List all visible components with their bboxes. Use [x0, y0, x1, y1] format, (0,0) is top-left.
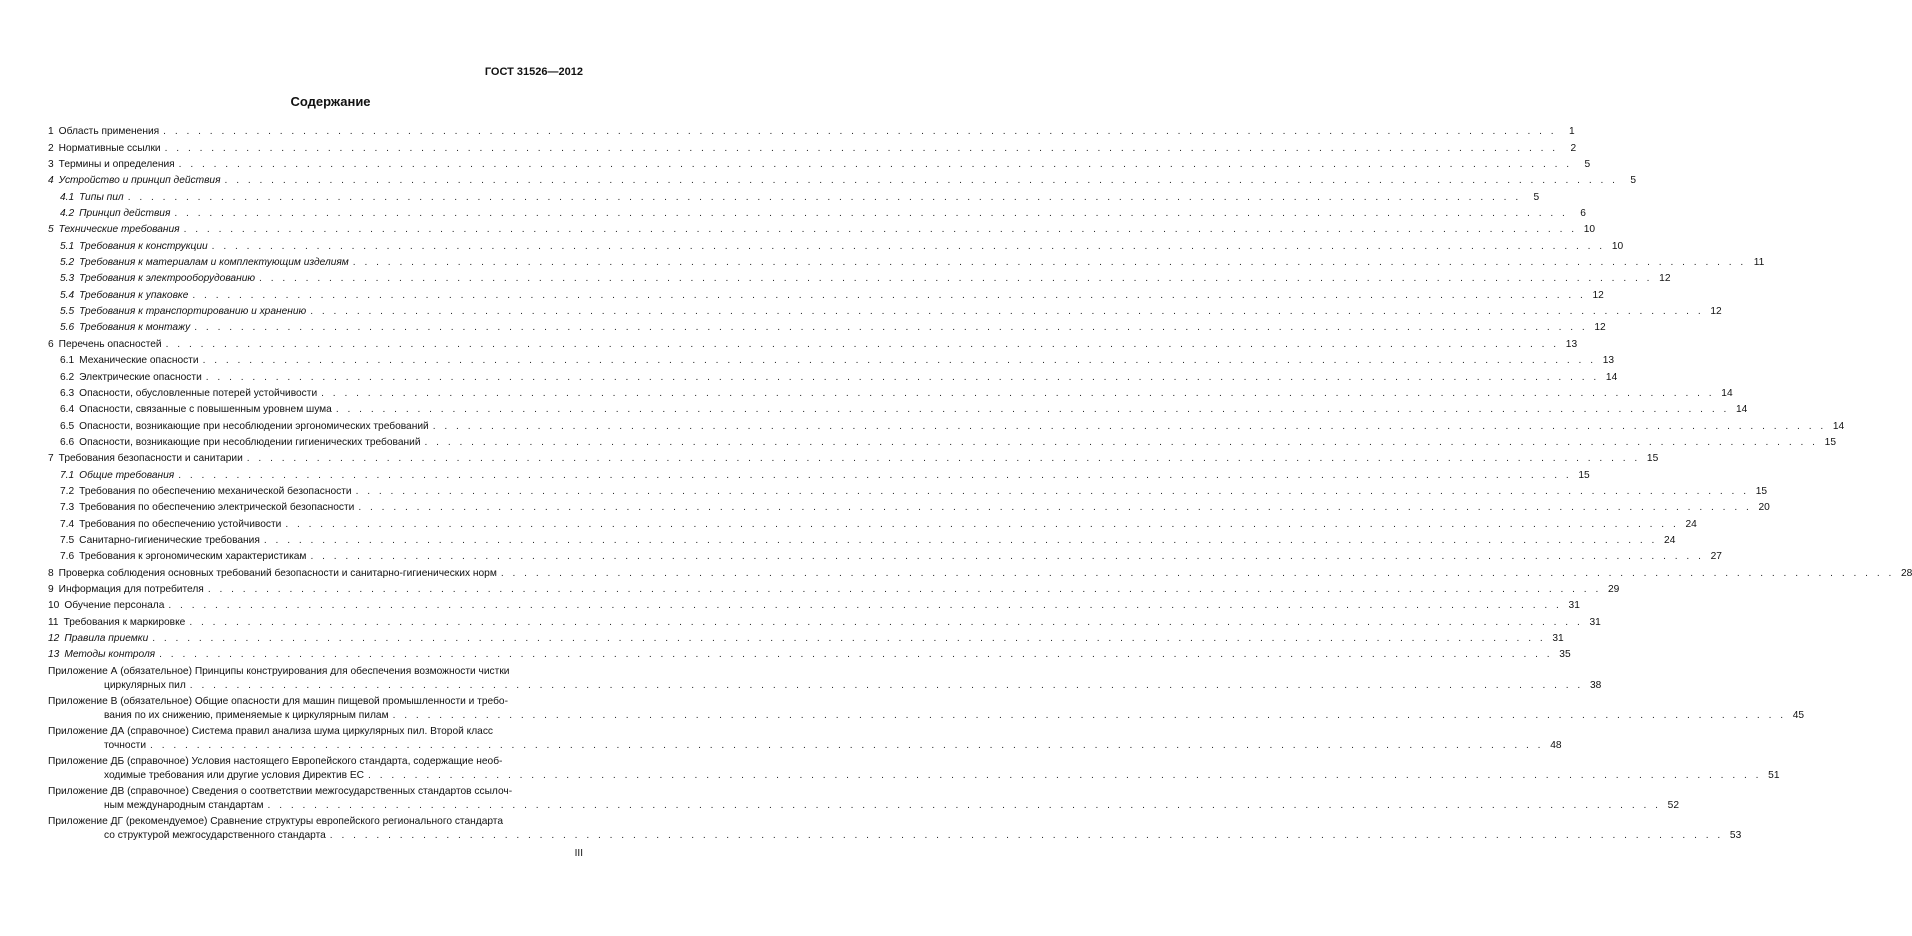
toc-entry-page: 11 [1753, 257, 1765, 269]
dot-leader: . . . . . . . . . . . . . . . . . . . . . . . . . . . . . . . . . . . . . . . . . . . . . . . . . . . . . . . . . . . . . . . . . . . . . . . . . . . . . . . . . . . . . . . . . . . . . . . . . . . . . . . . . . . . . . . . . . . . . . . . [355, 485, 1750, 497]
appendix-title: Приложение ДГ (рекомендуемое) Сравнение структуры европейского регионального стандарта [48, 816, 504, 828]
toc-entry-page: 14 [1605, 371, 1618, 383]
toc-entry-number: 13 [48, 649, 60, 661]
toc-entry-title: Требования безопасности и санитарии [58, 453, 243, 465]
dot-leader: . . . . . . . . . . . . . . . . . . . . . . . . . . . . . . . . . . . . . . . . . . . . . . . . . . . . . . . . . . . . . . . . . . . . . . . . . . . . . . . . . . . . . . . . . . . . . . . . . . . . . . . . . . . . . . . . . . . . . . . . [202, 355, 1597, 367]
toc-entry-number: 7.1 [60, 469, 75, 481]
dot-leader: . . . . . . . . . . . . . . . . . . . . . . . . . . . . . . . . . . . . . . . . . . . . . . . . . . . . . . . . . . . . . . . . . . . . . . . . . . . . . . . . . . . . . . . . . . . . . . . . . . . . . . . . . . . . . . . . . . . . . . . . [194, 322, 1588, 334]
toc-entry-number: 4.2 [60, 208, 75, 220]
toc-entry-page: 20 [1758, 502, 1770, 514]
dot-leader: . . . . . . . . . . . . . . . . . . . . . . . . . . . . . . . . . . . . . . . . . . . . . . . . . . . . . . . . . . . . . . . . . . . . . . . . . . . . . . . . . . . . . . . . . . . . . . . . . . . . . . . . . . . . . . . . . . . . . . . . [352, 257, 1747, 269]
dot-leader: . . . . . . . . . . . . . . . . . . . . . . . . . . . . . . . . . . . . . . . . . . . . . . . . . . . . . . . . . . . . . . . . . . . . . . . . . . . . . . . . . . . . . . . . . . . . . . . . . . . . . . . . . . . . . . . . . . . . . . . . [189, 680, 1584, 692]
dot-leader: . . . . . . . . . . . . . . . . . . . . . . . . . . . . . . . . . . . . . . . . . . . . . . . . . . . . . . . . . . . . . . . . . . . . . . . . . . . . . . . . . . . . . . . . . . . . . . . . . . . . . . . . . . . . . . . . . . . . . . . . [424, 436, 1818, 448]
toc-entry-number: 6.5 [60, 420, 75, 432]
toc-entry-title: Требования к монтажу [79, 322, 191, 334]
toc-entry-title: Требования по обеспечению устойчивости [79, 518, 282, 530]
dot-leader: . . . . . . . . . . . . . . . . . . . . . . . . . . . . . . . . . . . . . . . . . . . . . . . . . . . . . . . . . . . . . . . . . . . . . . . . . . . . . . . . . . . . . . . . . . . . . . . . . . . . . . . . . . . . . . . . . . . . . . . . [192, 289, 1586, 301]
toc-entry[interactable] [48, 367, 1618, 383]
appendix-title: Приложение ДВ (справочное) Сведения о соответствии межгосударственных стандартов ссылоч- [48, 786, 513, 798]
dot-leader: . . . . . . . . . . . . . . . . . . . . . . . . . . . . . . . . . . . . . . . . . . . . . . . . . . . . . . . . . . . . . . . . . . . . . . . . . . . . . . . . . . . . . . . . . . . . . . . . . . . . . . . . . . . . . . . . . . . . . . . . [164, 142, 1559, 154]
toc-entry-number: 6.6 [60, 436, 75, 448]
appendix-title-continued [48, 707, 1805, 722]
toc-entry[interactable] [48, 204, 1586, 220]
toc-entry-title: Правила приемки [64, 633, 149, 644]
toc-entry[interactable] [48, 416, 1845, 432]
toc-entry[interactable] [48, 138, 1577, 154]
dot-leader: . . . . . . . . . . . . . . . . . . . . . . . . . . . . . . . . . . . . . . . . . . . . . . . . . . . . . . . . . . . . . . . . . . . . . . . . . . . . . . . . . . . . . . . . . . . . . . . . . . . . . . . . . . . . . . . . . . . . . . . . [500, 567, 1895, 579]
toc-entry-page: 6 [1580, 208, 1586, 220]
appendix-page: 52 [1667, 800, 1680, 812]
dot-leader: . . . . . . . . . . . . . . . . . . . . . . . . . . . . . . . . . . . . . . . . . . . . . . . . . . . . . . . . . . . . . . . . . . . . . . . . . . . . . . . . . . . . . . . . . . . . . . . . . . . . . . . . . . . . . . . . . . . . . . . . [329, 830, 1724, 842]
toc-entry-number: 7 [48, 453, 54, 465]
toc-entry-number: 6.4 [60, 404, 75, 416]
appendix-page: 48 [1550, 740, 1562, 752]
toc-appendix-entry[interactable] [48, 781, 1680, 812]
dot-leader: . . . . . . . . . . . . . . . . . . . . . . . . . . . . . . . . . . . . . . . . . . . . . . . . . . . . . . . . . . . . . . . . . . . . . . . . . . . . . . . . . . . . . . . . . . . . . . . . . . . . . . . . . . . . . . . . . . . . . . . . [127, 191, 1522, 203]
toc-entry-page: 14 [1736, 404, 1748, 416]
toc-entry-page: 31 [1552, 633, 1564, 644]
toc-entry-number: 12 [48, 633, 60, 644]
toc-entry-title: Требования к конструкции [79, 240, 208, 252]
toc-entry-page: 12 [1710, 306, 1722, 318]
toc-entry-number: 1 [48, 126, 54, 138]
toc-entry[interactable] [48, 580, 1620, 596]
toc-entry-page: 14 [1721, 387, 1733, 399]
toc-entry-title: Перечень опасностей [58, 338, 162, 350]
toc-entry-title: Принцип действия [79, 208, 171, 220]
toc-entry[interactable] [48, 269, 1671, 285]
document-header: ГОСТ 31526—2012 [484, 66, 583, 78]
toc-entry[interactable] [48, 531, 1676, 547]
toc-entry-number: 5 [48, 224, 54, 236]
toc-entry-title: Требования к упаковке [79, 289, 189, 301]
toc-entry-title: Технические требования [58, 224, 180, 236]
toc-entry-number: 6.3 [60, 387, 75, 399]
toc-entry-title: Требования по обеспечению механической безопасности [79, 485, 352, 497]
toc-entry-title: Опасности, возникающие при несоблюдении гигиенических требований [79, 436, 421, 448]
appendix-title-tail: циркулярных пил [104, 680, 186, 692]
dot-leader: . . . . . . . . . . . . . . . . . . . . . . . . . . . . . . . . . . . . . . . . . . . . . . . . . . . . . . . . . . . . . . . . . . . . . . . . . . . . . . . . . . . . . . . . . . . . . . . . . . . . . . . . . . . . . . . . . . . . . . . . [174, 208, 1568, 220]
toc-entry-page: 15 [1578, 469, 1590, 481]
toc-entry-page: 24 [1664, 534, 1676, 546]
dot-leader: . . . . . . . . . . . . . . . . . . . . . . . . . . . . . . . . . . . . . . . . . . . . . . . . . . . . . . . . . . . . . . . . . . . . . . . . . . . . . . . . . . . . . . . . . . . . . . . . . . . . . . . . . . . . . . . . . . . . . . . . [159, 649, 1553, 661]
toc-entry-page: 29 [1607, 583, 1620, 595]
toc-entry[interactable] [48, 285, 1604, 301]
toc-entry-page: 15 [1824, 436, 1836, 448]
toc-entry-title: Электрические опасности [79, 371, 202, 383]
appendix-page: 53 [1729, 830, 1742, 842]
dot-leader: . . . . . . . . . . . . . . . . . . . . . . . . . . . . . . . . . . . . . . . . . . . . . . . . . . . . . . . . . . . . . . . . . . . . . . . . . . . . . . . . . . . . . . . . . . . . . . . . . . . . . . . . . . . . . . . . . . . . . . . . [246, 453, 1641, 465]
toc-entry-number: 7.5 [60, 534, 75, 546]
toc-entry[interactable] [48, 122, 1575, 138]
dot-leader: . . . . . . . . . . . . . . . . . . . . . . . . . . . . . . . . . . . . . . . . . . . . . . . . . . . . . . . . . . . . . . . . . . . . . . . . . . . . . . . . . . . . . . . . . . . . . . . . . . . . . . . . . . . . . . . . . . . . . . . . [310, 551, 1704, 563]
toc-entry[interactable] [48, 302, 1722, 318]
toc-entry[interactable] [48, 596, 1580, 612]
toc-entry[interactable] [48, 612, 1601, 628]
toc-entry[interactable] [48, 187, 1540, 203]
toc-entry[interactable] [48, 449, 1659, 465]
dot-leader: . . . . . . . . . . . . . . . . . . . . . . . . . . . . . . . . . . . . . . . . . . . . . . . . . . . . . . . . . . . . . . . . . . . . . . . . . . . . . . . . . . . . . . . . . . . . . . . . . . . . . . . . . . . . . . . . . . . . . . . . [152, 633, 1546, 644]
toc-entry-number: 10 [48, 600, 60, 612]
toc-entry-number: 7.6 [60, 551, 75, 563]
appendix-title-tail: ным международным стандартам [104, 800, 264, 812]
dot-leader: . . . . . . . . . . . . . . . . . . . . . . . . . . . . . . . . . . . . . . . . . . . . . . . . . . . . . . . . . . . . . . . . . . . . . . . . . . . . . . . . . . . . . . . . . . . . . . . . . . . . . . . . . . . . . . . . . . . . . . . . [310, 306, 1704, 318]
toc-entry-page: 10 [1583, 224, 1596, 236]
dot-leader: . . . . . . . . . . . . . . . . . . . . . . . . . . . . . . . . . . . . . . . . . . . . . . . . . . . . . . . . . . . . . . . . . . . . . . . . . . . . . . . . . . . . . . . . . . . . . . . . . . . . . . . . . . . . . . . . . . . . . . . . [211, 240, 1606, 252]
toc-entry-page: 28 [1900, 567, 1912, 579]
toc-entry-page: 2 [1570, 142, 1577, 154]
toc-entry-page: 10 [1611, 240, 1624, 252]
toc-entry-number: 5.1 [60, 240, 75, 252]
toc-entry-number: 8 [48, 567, 54, 579]
toc-entry[interactable] [48, 547, 1722, 563]
toc-entry-page: 24 [1685, 518, 1697, 530]
toc-appendix-entry[interactable] [48, 661, 1602, 692]
appendix-title-tail: ходимые требования или другие условия Директив ЕС [104, 770, 365, 782]
dot-leader: . . . . . . . . . . . . . . . . . . . . . . . . . . . . . . . . . . . . . . . . . . . . . . . . . . . . . . . . . . . . . . . . . . . . . . . . . . . . . . . . . . . . . . . . . . . . . . . . . . . . . . . . . . . . . . . . . . . . . . . . [183, 224, 1578, 236]
toc-appendix-entry[interactable] [48, 691, 1805, 722]
toc-entry[interactable] [48, 482, 1768, 498]
toc-entry-title: Санитарно-гигиенические требования [79, 534, 260, 546]
dot-leader: . . . . . . . . . . . . . . . . . . . . . . . . . . . . . . . . . . . . . . . . . . . . . . . . . . . . . . . . . . . . . . . . . . . . . . . . . . . . . . . . . . . . . . . . . . . . . . . . . . . . . . . . . . . . . . . . . . . . . . . . [358, 502, 1752, 514]
toc-entry[interactable] [48, 465, 1590, 481]
toc-entry-title: Обучение персонала [64, 600, 165, 612]
page-number: III [574, 848, 583, 859]
toc-entry-number: 7.4 [60, 518, 75, 530]
toc-entry-number: 4 [48, 175, 54, 187]
toc-entry-page: 1 [1568, 126, 1575, 138]
toc-entry-title: Требования по обеспечению электрической безопасности [79, 502, 355, 514]
dot-leader: . . . . . . . . . . . . . . . . . . . . . . . . . . . . . . . . . . . . . . . . . . . . . . . . . . . . . . . . . . . . . . . . . . . . . . . . . . . . . . . . . . . . . . . . . . . . . . . . . . . . . . . . . . . . . . . . . . . . . . . . [207, 583, 1602, 595]
appendix-title-continued [48, 677, 1602, 692]
toc-entry-page: 12 [1659, 273, 1671, 285]
appendix-title-continued [48, 797, 1680, 812]
appendix-title: Приложение В (обязательное) Общие опасности для машин пищевой промышленности и требо- [48, 696, 508, 708]
page-title: Содержание [290, 94, 371, 109]
toc-entry-page: 31 [1589, 616, 1601, 628]
appendix-page: 38 [1589, 680, 1602, 692]
toc-entry[interactable] [48, 155, 1591, 171]
toc-entry-number: 5.5 [60, 306, 75, 318]
toc-entry-page: 13 [1602, 355, 1615, 367]
dot-leader: . . . . . . . . . . . . . . . . . . . . . . . . . . . . . . . . . . . . . . . . . . . . . . . . . . . . . . . . . . . . . . . . . . . . . . . . . . . . . . . . . . . . . . . . . . . . . . . . . . . . . . . . . . . . . . . . . . . . . . . . [224, 175, 1619, 187]
dot-leader: . . . . . . . . . . . . . . . . . . . . . . . . . . . . . . . . . . . . . . . . . . . . . . . . . . . . . . . . . . . . . . . . . . . . . . . . . . . . . . . . . . . . . . . . . . . . . . . . . . . . . . . . . . . . . . . . . . . . . . . . [335, 404, 1730, 416]
toc-entry-title: Нормативные ссылки [58, 142, 161, 154]
toc-entry-title: Требования к эргономическим характеристикам [79, 551, 307, 563]
toc-entry[interactable] [48, 253, 1765, 269]
toc-appendix-entry[interactable] [48, 751, 1780, 782]
toc-entry[interactable] [48, 236, 1624, 252]
toc-entry-number: 2 [48, 142, 54, 154]
dot-leader: . . . . . . . . . . . . . . . . . . . . . . . . . . . . . . . . . . . . . . . . . . . . . . . . . . . . . . . . . . . . . . . . . . . . . . . . . . . . . . . . . . . . . . . . . . . . . . . . . . . . . . . . . . . . . . . . . . . . . . . . [368, 770, 1762, 782]
toc-entry-number: 6 [48, 338, 54, 350]
appendix-title-continued [48, 827, 1742, 842]
appendix-title-continued [48, 737, 1562, 752]
toc-entry-page: 27 [1710, 551, 1722, 563]
toc-entry-page: 31 [1568, 600, 1580, 612]
appendix-title-tail: точности [104, 740, 147, 752]
toc-entry-title: Общие требования [79, 469, 175, 481]
dot-leader: . . . . . . . . . . . . . . . . . . . . . . . . . . . . . . . . . . . . . . . . . . . . . . . . . . . . . . . . . . . . . . . . . . . . . . . . . . . . . . . . . . . . . . . . . . . . . . . . . . . . . . . . . . . . . . . . . . . . . . . . [432, 420, 1827, 432]
table-of-contents [48, 122, 1912, 842]
toc-appendix-entry[interactable] [48, 721, 1562, 752]
toc-entry[interactable] [48, 318, 1606, 334]
dot-leader: . . . . . . . . . . . . . . . . . . . . . . . . . . . . . . . . . . . . . . . . . . . . . . . . . . . . . . . . . . . . . . . . . . . . . . . . . . . . . . . . . . . . . . . . . . . . . . . . . . . . . . . . . . . . . . . . . . . . . . . . [259, 273, 1653, 285]
toc-entry[interactable] [48, 384, 1733, 400]
toc-entry-number: 5.3 [60, 273, 75, 285]
toc-entry-page: 5 [1533, 191, 1540, 203]
appendix-title-tail: со структурой межгосударственного стандарта [104, 830, 326, 842]
dot-leader: . . . . . . . . . . . . . . . . . . . . . . . . . . . . . . . . . . . . . . . . . . . . . . . . . . . . . . . . . . . . . . . . . . . . . . . . . . . . . . . . . . . . . . . . . . . . . . . . . . . . . . . . . . . . . . . . . . . . . . . . [189, 616, 1583, 628]
toc-entry-number: 6.1 [60, 355, 75, 367]
toc-entry[interactable] [48, 433, 1836, 449]
toc-entry[interactable] [48, 400, 1748, 416]
toc-entry[interactable] [48, 498, 1770, 514]
toc-entry-title: Опасности, связанные с повышенным уровнем шума [79, 404, 332, 416]
dot-leader: . . . . . . . . . . . . . . . . . . . . . . . . . . . . . . . . . . . . . . . . . . . . . . . . . . . . . . . . . . . . . . . . . . . . . . . . . . . . . . . . . . . . . . . . . . . . . . . . . . . . . . . . . . . . . . . . . . . . . . . . [168, 600, 1562, 612]
toc-appendix-entry[interactable] [48, 811, 1742, 842]
appendix-page: 45 [1792, 710, 1805, 722]
toc-entry-number: 5.6 [60, 322, 75, 334]
toc-entry-page: 5 [1630, 175, 1637, 187]
toc-entry-title: Требования к транспортированию и хранению [79, 306, 307, 318]
dot-leader: . . . . . . . . . . . . . . . . . . . . . . . . . . . . . . . . . . . . . . . . . . . . . . . . . . . . . . . . . . . . . . . . . . . . . . . . . . . . . . . . . . . . . . . . . . . . . . . . . . . . . . . . . . . . . . . . . . . . . . . . [285, 518, 1679, 530]
toc-entry-title: Механические опасности [79, 355, 199, 367]
toc-entry-page: 15 [1755, 485, 1768, 497]
toc-entry-title: Проверка соблюдения основных требований безопасности и санитарно-гигиенических норм [58, 567, 497, 579]
toc-entry-title: Опасности, возникающие при несоблюдении эргономических требований [79, 420, 429, 432]
toc-entry[interactable] [48, 629, 1564, 645]
appendix-title: Приложение А (обязательное) Принципы конструирования для обеспечения возможности чистки [48, 666, 510, 678]
toc-entry-title: Область применения [58, 126, 160, 138]
toc-entry-number: 5.2 [60, 257, 75, 269]
toc-entry[interactable] [48, 171, 1637, 187]
toc-entry-title: Устройство и принцип действия [58, 175, 221, 187]
toc-entry-number: 4.1 [60, 191, 75, 203]
toc-entry-title: Требования к электрооборудованию [79, 273, 256, 285]
dot-leader: . . . . . . . . . . . . . . . . . . . . . . . . . . . . . . . . . . . . . . . . . . . . . . . . . . . . . . . . . . . . . . . . . . . . . . . . . . . . . . . . . . . . . . . . . . . . . . . . . . . . . . . . . . . . . . . . . . . . . . . . [263, 534, 1658, 546]
toc-entry-number: 3 [48, 159, 54, 171]
dot-leader: . . . . . . . . . . . . . . . . . . . . . . . . . . . . . . . . . . . . . . . . . . . . . . . . . . . . . . . . . . . . . . . . . . . . . . . . . . . . . . . . . . . . . . . . . . . . . . . . . . . . . . . . . . . . . . . . . . . . . . . . [165, 338, 1560, 350]
toc-entry-page: 13 [1565, 338, 1578, 350]
dot-leader: . . . . . . . . . . . . . . . . . . . . . . . . . . . . . . . . . . . . . . . . . . . . . . . . . . . . . . . . . . . . . . . . . . . . . . . . . . . . . . . . . . . . . . . . . . . . . . . . . . . . . . . . . . . . . . . . . . . . . . . . [163, 126, 1557, 138]
toc-entry-title: Типы пил [79, 191, 124, 203]
toc-entry-number: 9 [48, 583, 54, 595]
dot-leader: . . . . . . . . . . . . . . . . . . . . . . . . . . . . . . . . . . . . . . . . . . . . . . . . . . . . . . . . . . . . . . . . . . . . . . . . . . . . . . . . . . . . . . . . . . . . . . . . . . . . . . . . . . . . . . . . . . . . . . . . [178, 469, 1572, 481]
toc-entry-number: 6.2 [60, 371, 75, 383]
appendix-title-tail: вания по их снижению, применяемые к циркулярным пилам [104, 710, 389, 722]
toc-entry[interactable] [48, 351, 1615, 367]
toc-entry[interactable] [48, 220, 1596, 236]
appendix-title: Приложение ДБ (справочное) Условия настоящего Европейского стандарта, содержащие необ- [48, 756, 503, 768]
toc-entry-number: 5.4 [60, 289, 75, 301]
toc-entry-page: 15 [1646, 453, 1659, 465]
toc-entry-page: 12 [1592, 289, 1604, 301]
toc-entry-number: 7.2 [60, 485, 75, 497]
toc-entry-page: 5 [1584, 159, 1591, 171]
toc-entry-page: 12 [1594, 322, 1606, 334]
toc-entry[interactable] [48, 645, 1571, 661]
toc-entry-page: 14 [1832, 420, 1845, 432]
toc-entry-title: Термины и определения [58, 159, 175, 171]
toc-entry-page: 35 [1559, 649, 1571, 661]
toc-entry-number: 11 [48, 616, 59, 628]
toc-entry-number: 7.3 [60, 502, 75, 514]
dot-leader: . . . . . . . . . . . . . . . . . . . . . . . . . . . . . . . . . . . . . . . . . . . . . . . . . . . . . . . . . . . . . . . . . . . . . . . . . . . . . . . . . . . . . . . . . . . . . . . . . . . . . . . . . . . . . . . . . . . . . . . . [178, 159, 1573, 171]
appendix-page: 51 [1768, 770, 1780, 782]
toc-entry-title: Требования к маркировке [63, 616, 186, 628]
dot-leader: . . . . . . . . . . . . . . . . . . . . . . . . . . . . . . . . . . . . . . . . . . . . . . . . . . . . . . . . . . . . . . . . . . . . . . . . . . . . . . . . . . . . . . . . . . . . . . . . . . . . . . . . . . . . . . . . . . . . . . . . [267, 800, 1662, 812]
dot-leader: . . . . . . . . . . . . . . . . . . . . . . . . . . . . . . . . . . . . . . . . . . . . . . . . . . . . . . . . . . . . . . . . . . . . . . . . . . . . . . . . . . . . . . . . . . . . . . . . . . . . . . . . . . . . . . . . . . . . . . . . [392, 710, 1787, 722]
dot-leader: . . . . . . . . . . . . . . . . . . . . . . . . . . . . . . . . . . . . . . . . . . . . . . . . . . . . . . . . . . . . . . . . . . . . . . . . . . . . . . . . . . . . . . . . . . . . . . . . . . . . . . . . . . . . . . . . . . . . . . . . [321, 387, 1715, 399]
toc-entry[interactable] [48, 334, 1578, 350]
appendix-title: Приложение ДА (справочное) Система правил анализа шума циркулярных пил. Второй класс [48, 726, 494, 738]
toc-entry-title: Информация для потребителя [58, 583, 204, 595]
toc-entry-title: Требования к материалам и комплектующим изделиям [79, 257, 349, 269]
toc-entry[interactable] [48, 514, 1697, 530]
appendix-title-continued [48, 767, 1780, 782]
toc-entry[interactable] [48, 563, 1912, 579]
dot-leader: . . . . . . . . . . . . . . . . . . . . . . . . . . . . . . . . . . . . . . . . . . . . . . . . . . . . . . . . . . . . . . . . . . . . . . . . . . . . . . . . . . . . . . . . . . . . . . . . . . . . . . . . . . . . . . . . . . . . . . . . [205, 371, 1600, 383]
toc-entry-title: Опасности, обусловленные потерей устойчивости [79, 387, 318, 399]
dot-leader: . . . . . . . . . . . . . . . . . . . . . . . . . . . . . . . . . . . . . . . . . . . . . . . . . . . . . . . . . . . . . . . . . . . . . . . . . . . . . . . . . . . . . . . . . . . . . . . . . . . . . . . . . . . . . . . . . . . . . . . . [150, 740, 1544, 752]
toc-entry-title: Методы контроля [64, 649, 156, 661]
